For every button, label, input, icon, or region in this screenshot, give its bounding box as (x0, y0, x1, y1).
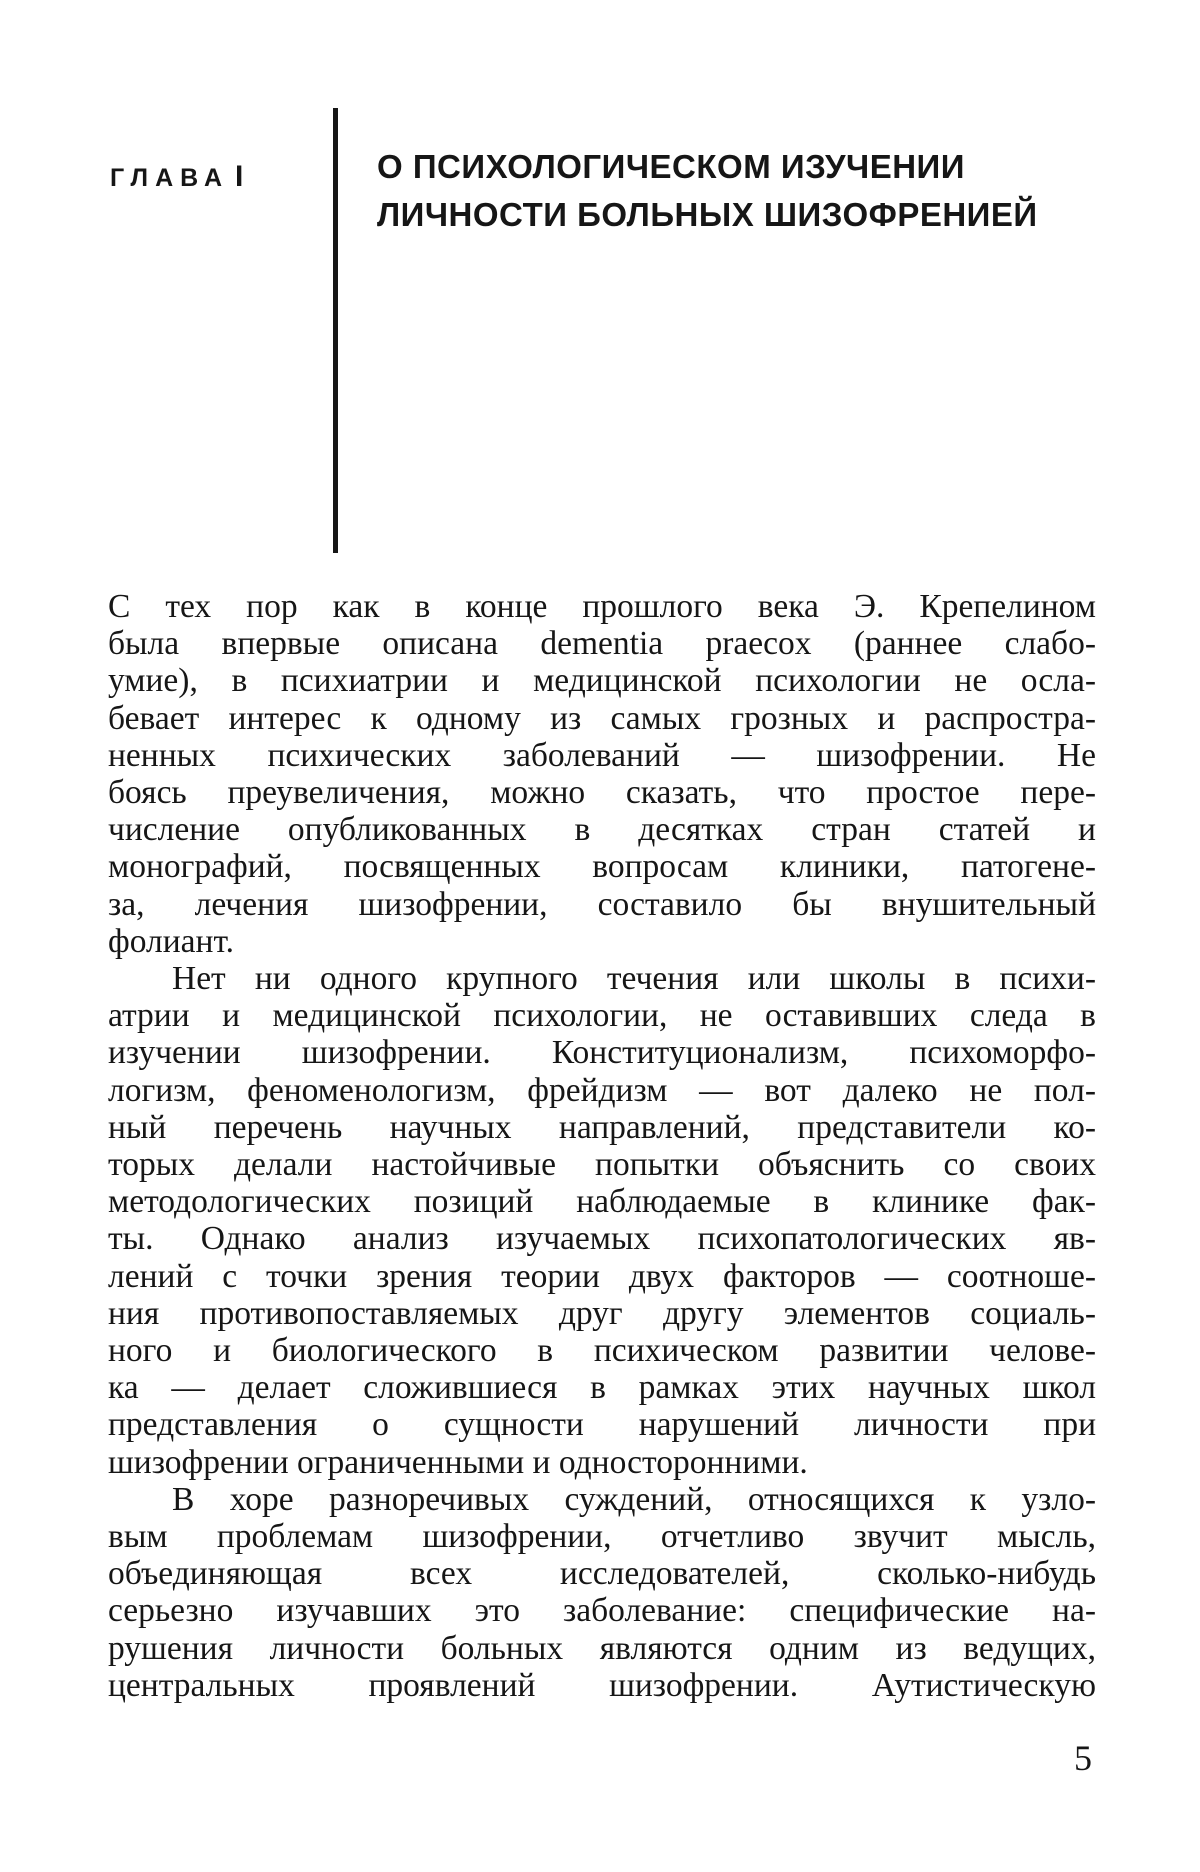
page-number: 5 (1074, 1738, 1092, 1778)
text-line: за, лечения шизофрении, составило бы внушительный (108, 885, 1096, 923)
text-line: объединяющая всех исследователей, сколько-нибудь (108, 1555, 1096, 1593)
text-line: рушения личности больных являются одним из ведущих, (108, 1629, 1096, 1667)
text-line: логизм, феноменологизм, фрейдизм — вот далеко не пол- (108, 1071, 1096, 1109)
text-line: В хоре разноречивых суждений, относящихся к узло- (172, 1480, 1096, 1518)
chapter-label-word: ГЛАВА (110, 164, 230, 192)
text-line: ния противопоставляемых друг другу элементов социаль- (108, 1294, 1096, 1332)
body-text (108, 588, 1096, 1704)
text-line: серьезно изучавших это заболевание: специфические на- (108, 1592, 1096, 1630)
chapter-title-line-1: О ПСИХОЛОГИЧЕСКОМ ИЗУЧЕНИИ (377, 148, 965, 185)
text-line: центральных проявлений шизофрении. Аутистическую (108, 1666, 1096, 1704)
chapter-number: I (235, 160, 244, 193)
text-line: лений с точки зрения теории двух факторов — соотноше- (108, 1257, 1096, 1295)
text-line: С тех пор как в конце прошлого века Э. Крепелином (108, 588, 1096, 625)
chapter-divider (333, 108, 338, 553)
text-line: атрии и медицинской психологии, не оставивших следа в (108, 997, 1096, 1035)
text-line: представления о сущности нарушений личности при (108, 1406, 1096, 1444)
text-line: ненных психических заболеваний — шизофрении. Не (108, 736, 1096, 774)
text-line: ного и биологического в психическом развитии челове- (108, 1332, 1096, 1370)
chapter-label (110, 162, 243, 193)
text-line: вым проблемам шизофрении, отчетливо звучит мысль, (108, 1518, 1096, 1556)
text-line: изучении шизофрении. Конституционализм, психоморфо- (108, 1034, 1096, 1072)
text-line: фолиант. (108, 922, 234, 960)
text-line: торых делали настойчивые попытки объяснить со своих (108, 1146, 1096, 1184)
text-line: шизофрении ограниченными и односторонними. (108, 1443, 808, 1481)
text-line: методологических позиций наблюдаемые в клинике фак- (108, 1183, 1096, 1221)
text-line: боясь преувеличения, можно сказать, что простое пере- (108, 774, 1096, 812)
chapter-title-line-2: ЛИЧНОСТИ БОЛЬНЫХ ШИЗОФРЕНИЕЙ (377, 196, 1038, 233)
text-line: Нет ни одного крупного течения или школы в психи- (172, 960, 1096, 998)
text-line: была впервые описана dementia praecox (раннее слабо- (108, 625, 1096, 663)
text-line: монографий, посвященных вопросам клиники, патогене- (108, 848, 1096, 886)
text-line: умие), в психиатрии и медицинской психологии не осла- (108, 662, 1096, 700)
text-line: ты. Однако анализ изучаемых психопатологических яв- (108, 1220, 1096, 1258)
text-line: ка — делает сложившиеся в рамках этих научных школ (108, 1369, 1096, 1407)
text-line: ный перечень научных направлений, представители ко- (108, 1108, 1096, 1146)
chapter-title (377, 143, 1038, 239)
text-line: числение опубликованных в десятках стран статей и (108, 811, 1096, 849)
text-line: бевает интерес к одному из самых грозных и распростра- (108, 699, 1096, 737)
